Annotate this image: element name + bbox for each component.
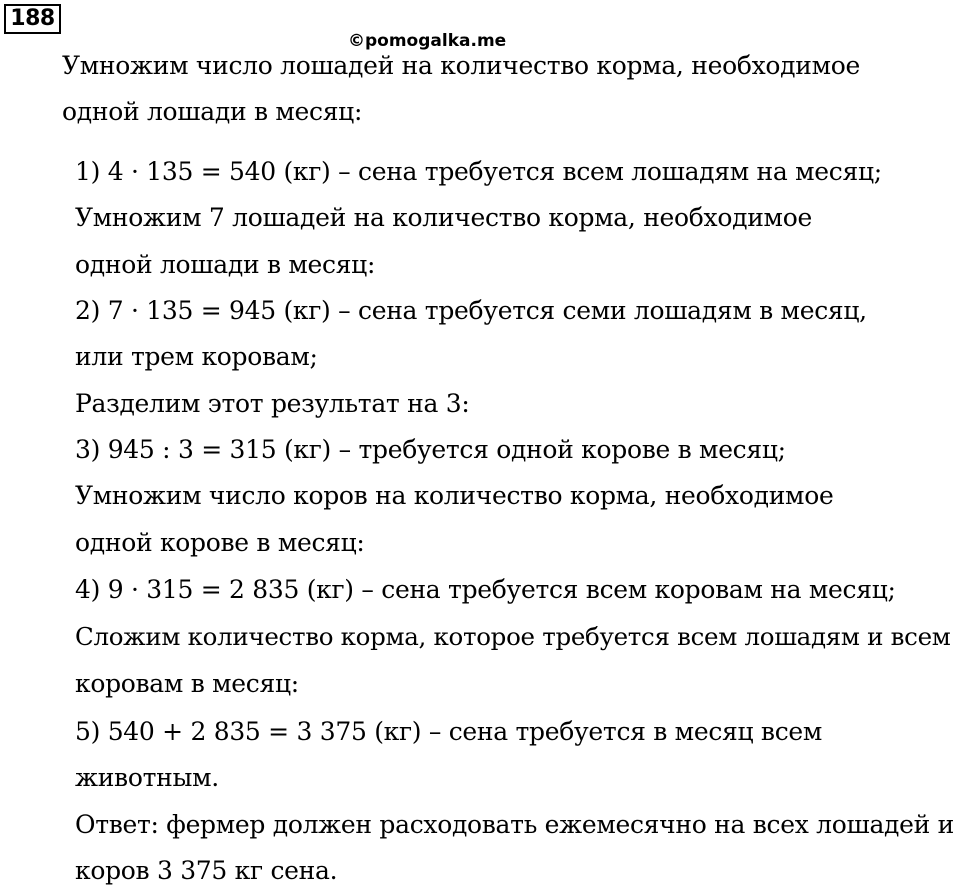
solution-line: Умножим число коров на количество корма, необходимое (75, 481, 834, 510)
solution-line: или трем коровам; (75, 342, 318, 371)
intro-line: Умножим число лошадей на количество корма, необходимое (62, 51, 860, 80)
solution-line: 3) 945 : 3 = 315 (кг) – требуется одной корове в месяц; (75, 435, 786, 464)
solution-line: 1) 4 · 135 = 540 (кг) – сена требуется всем лошадям на месяц; (75, 157, 882, 186)
solution-line: 5) 540 + 2 835 = 3 375 (кг) – сена требуется в месяц всем (75, 717, 823, 746)
solution-line: коровам в месяц: (75, 669, 299, 698)
solution-line: коров 3 375 кг сена. (75, 856, 338, 885)
solution-line: Разделим этот результат на 3: (75, 389, 470, 418)
intro-line: одной лошади в месяц: (62, 97, 363, 126)
solution-line: 4) 9 · 315 = 2 835 (кг) – сена требуется всем коровам на месяц; (75, 575, 896, 604)
solution-line: одной корове в месяц: (75, 528, 365, 557)
solution-line: Умножим 7 лошадей на количество корма, необходимое (75, 203, 812, 232)
problem-number: 188 (4, 4, 61, 34)
solution-line: одной лошади в месяц: (75, 250, 376, 279)
solution-line: Ответ: фермер должен расходовать ежемесячно на всех лошадей и (75, 810, 955, 839)
watermark: ©pomogalka.me (348, 31, 507, 51)
solution-line: 2) 7 · 135 = 945 (кг) – сена требуется семи лошадям в месяц, (75, 296, 867, 325)
solution-line: животным. (75, 763, 219, 792)
solution-line: Сложим количество корма, которое требуется всем лошадям и всем (75, 622, 951, 651)
